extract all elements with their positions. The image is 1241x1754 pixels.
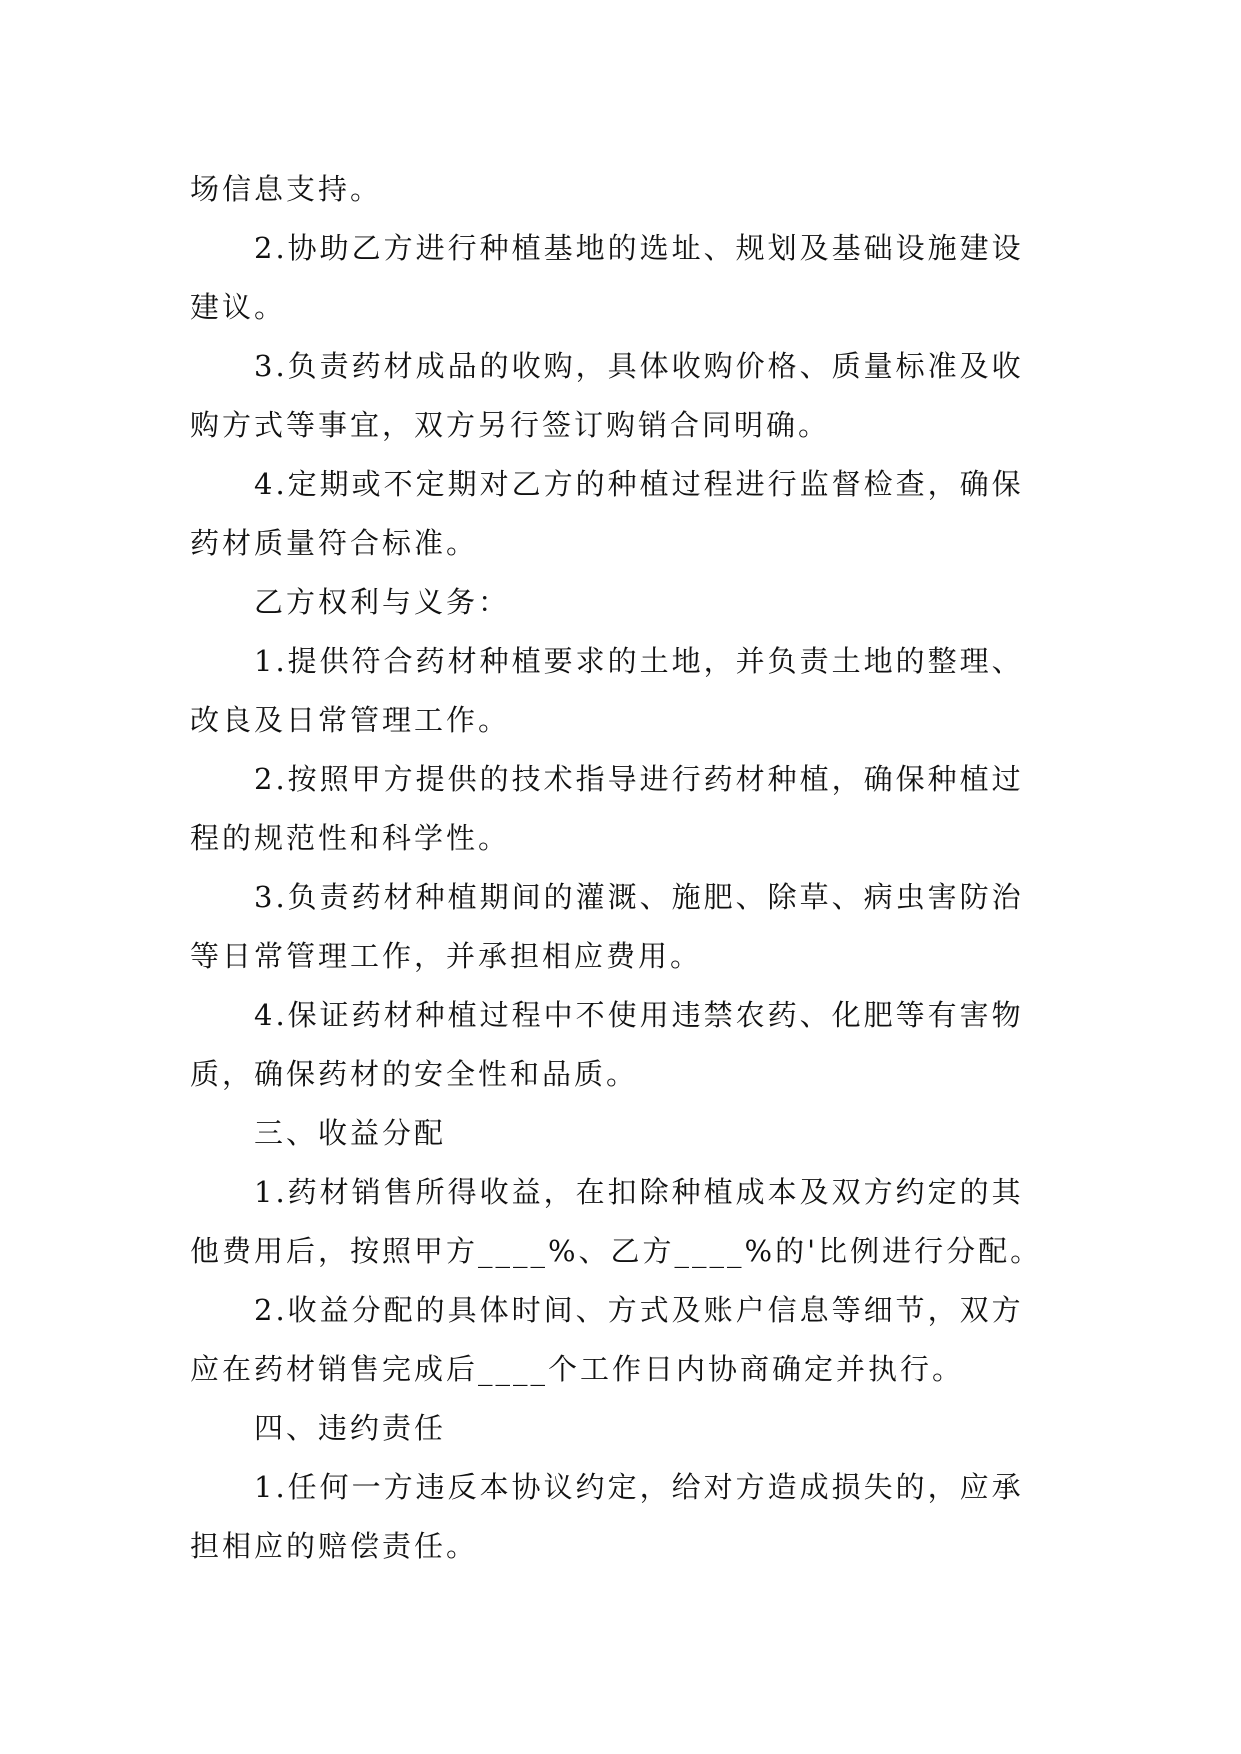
text-line: 药材质量符合标准。: [190, 526, 479, 560]
text-line: 2.收益分配的具体时间、方式及账户信息等细节，双方: [254, 1293, 1024, 1327]
section-heading: 三、收益分配: [254, 1116, 447, 1150]
section-heading: 乙方权利与义务：: [254, 585, 511, 619]
document-body: [190, 160, 1050, 1576]
text-line: 他费用后，按照甲方____%、乙方____%的'比例进行分配。: [190, 1234, 1043, 1268]
text-line: 4.定期或不定期对乙方的种植过程进行监督检查，确保: [254, 467, 1024, 501]
text-line: 2.协助乙方进行种植基地的选址、规划及基础设施建设: [254, 231, 1024, 265]
text-line: 2.按照甲方提供的技术指导进行药材种植，确保种植过: [254, 762, 1024, 796]
text-line: 1.任何一方违反本协议约定，给对方造成损失的，应承: [254, 1470, 1024, 1504]
text-line: 3.负责药材成品的收购，具体收购价格、质量标准及收: [254, 349, 1024, 383]
text-line: 等日常管理工作，并承担相应费用。: [190, 939, 703, 973]
text-line: 场信息支持。: [190, 172, 383, 206]
text-line: 应在药材销售完成后____个工作日内协商确定并执行。: [190, 1352, 965, 1386]
text-line: 质，确保药材的安全性和品质。: [190, 1057, 639, 1091]
section-heading: 四、违约责任: [254, 1411, 447, 1445]
text-line: 改良及日常管理工作。: [190, 703, 511, 737]
text-line: 担相应的赔偿责任。: [190, 1529, 479, 1563]
text-line: 4.保证药材种植过程中不使用违禁农药、化肥等有害物: [254, 998, 1024, 1032]
text-line: 购方式等事宜，双方另行签订购销合同明确。: [190, 408, 831, 442]
text-line: 程的规范性和科学性。: [190, 821, 511, 855]
text-line: 3.负责药材种植期间的灌溉、施肥、除草、病虫害防治: [254, 880, 1024, 914]
text-line: 建议。: [190, 290, 287, 324]
text-line: 1.药材销售所得收益，在扣除种植成本及双方约定的其: [254, 1175, 1024, 1209]
text-line: 1.提供符合药材种植要求的土地，并负责土地的整理、: [254, 644, 1024, 678]
